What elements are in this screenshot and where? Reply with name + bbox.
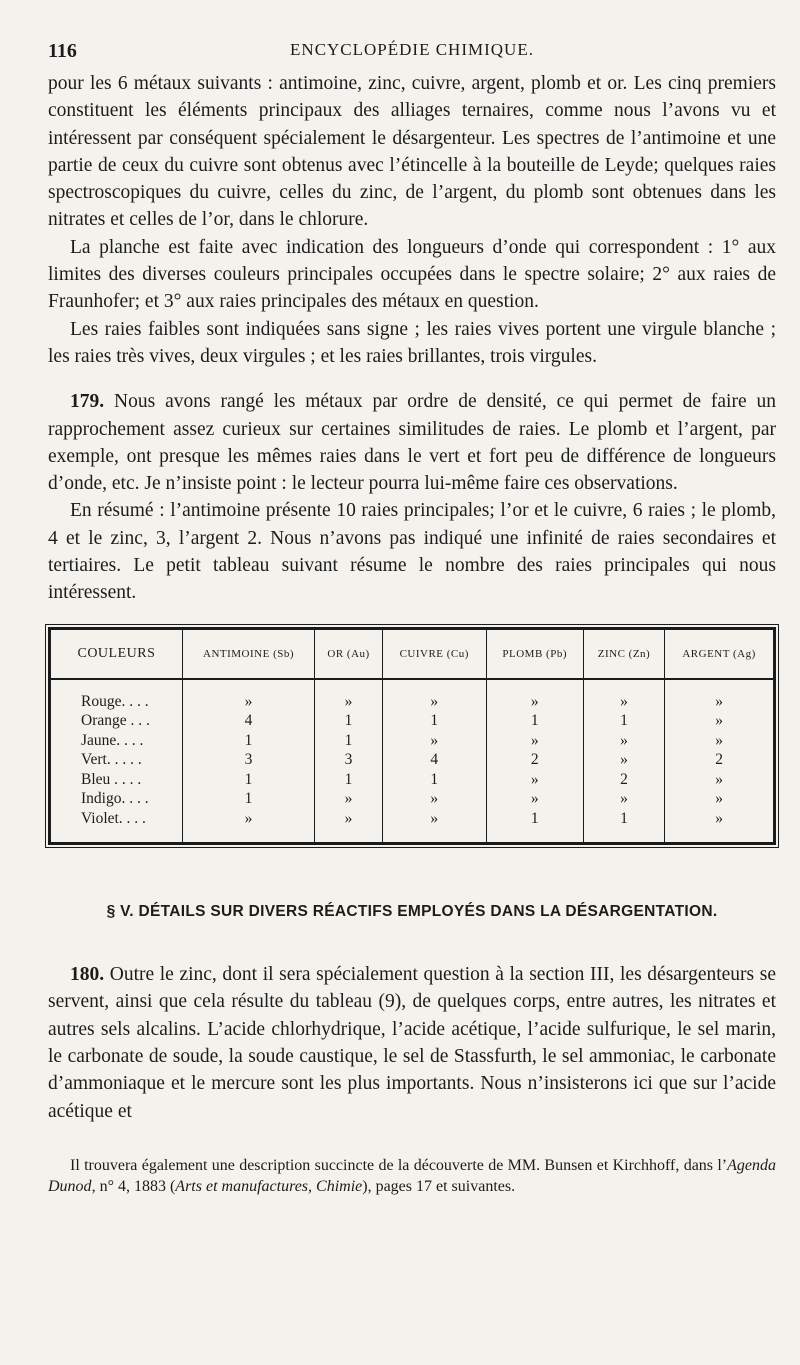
column-header: ZINC (Zn) [583,630,664,679]
table-cell: » [665,711,773,731]
table-cell: » [665,789,773,809]
paragraph-resume: En résumé : l’antimoine présente 10 raies principales; l’or et le cuivre, 6 raies ; le plomb, 4 et le zinc, 3, l’argent 2. Nous n’avons pas indiqué une infinité de raies secondaires et tertiaires. Le petit tableau suivant résume le nombre des raies principales qui nous intéressent. [48,500,776,604]
column-header: ARGENT (Ag) [665,630,773,679]
table-cell: » [665,770,773,790]
column-header: OR (Au) [315,630,383,679]
row-label: Violet. . . . [81,809,146,827]
table-cell: » [382,809,486,843]
section-number: 179. [70,391,105,413]
page [48,40,776,1197]
table-cell: » [382,679,486,712]
row-label: Jaune. . . . [81,731,144,749]
table-cell: » [486,679,583,712]
table-row [51,679,773,712]
table-cell: 1 [583,809,664,843]
table-cell: 1 [182,789,314,809]
footnote-text: Il trouvera également une description succincte de la découverte de MM. Bunsen et Kirchhoff, dans l’ [70,1156,728,1174]
table-cell: 1 [583,711,664,731]
paragraph: Les raies faibles sont indiquées sans signe ; les raies vives portent une virgule blanche ; les raies très vives, deux virgules ; et les raies brillantes, trois virgules. [48,318,776,367]
table-cell: 1 [315,731,383,751]
row-label: Orange . . . [81,712,150,730]
table-row [51,750,773,770]
table-row [51,770,773,790]
table-cell: 1 [382,711,486,731]
row-label: Indigo. . . . [81,790,149,808]
table-cell: » [665,731,773,751]
table-cell: 3 [315,750,383,770]
table-cell: » [583,789,664,809]
paragraph: pour les 6 métaux suivants : antimoine, zinc, cuivre, argent, plomb et or. Les cinq premiers constituent les éléments principaux des alliages ternaires, comme nous l’avons vu et intéressent par conséquent spécialement le désargenteur. Les spectres de l’antimoine et une partie de ceux du cuivre sont obtenus avec l’étincelle à la bouteille de Leyde; quelques raies spectroscopiques du cuivre, celles du zinc, de l’argent, du plomb sont obtenues dans les nitrates et celles de l’or, dans le chlorure. [48,73,776,231]
table-cell: 1 [182,731,314,751]
table-cell: » [182,809,314,843]
table-cell: 2 [665,750,773,770]
page-header [48,40,776,70]
column-header: ANTIMOINE (Sb) [182,630,314,679]
table-cell: 2 [486,750,583,770]
row-label: Vert. . . . . [81,751,142,769]
column-header: CUIVRE (Cu) [382,630,486,679]
table-cell: » [583,679,664,712]
table-cell: » [583,750,664,770]
table-cell: 1 [315,711,383,731]
page-number: 116 [48,40,77,62]
table-cell: » [583,731,664,751]
table-row [51,809,773,843]
table-cell: 1 [486,711,583,731]
column-header: COULEURS [51,630,182,679]
table-cell: 2 [583,770,664,790]
table-cell: 1 [382,770,486,790]
section-title: § V. DÉTAILS SUR DIVERS RÉACTIFS EMPLOYÉS DANS LA DÉSARGENTATION. [106,903,718,921]
table-cell: » [182,679,314,712]
table-cell: 1 [182,770,314,790]
paragraph-text: Outre le zinc, dont il sera spécialement question à la section III, les désargenteurs se servent, ainsi que cela résulte du tableau (9), de quelques corps, entre autres, les nitrates et autres sels alcalins. L’acide chlorhydrique, l’acide acétique, l’acide sulfurique, le sel marin, le carbonate de soude, la soude caustique, le sel de Stassfurth, le sel ammoniac, le carbonate d’ammoniaque et le mercure sont les plus importants. Nous n’insisterons ici que sur l’acide acétique et [48,964,776,1122]
table-cell: » [486,731,583,751]
table-cell: » [382,789,486,809]
table-cell: » [486,770,583,790]
paragraph-text: Nous avons rangé les métaux par ordre de densité, ce qui permet de faire un rapprochement assez curieux sur certaines similitudes de raies. Le plomb et l’argent, par exemple, ont presque les mêmes raies dans le vert et fort peu de différence de longueurs d’onde, etc. Je n’insiste point : le lecteur pourra lui-même faire ces observations. [48,391,776,495]
table-cell: » [382,731,486,751]
table-cell: » [315,679,383,712]
footnote-text: , n° 4, 1883 ( [91,1177,176,1195]
paragraph-180 [48,961,776,1125]
paragraph: La planche est faite avec indication des longueurs d’onde qui correspondent : 1° aux limites des diverses couleurs principales occupées dans le spectre solaire; 2° aux raies de Fraunhofer; et 3° aux raies principales des métaux en question. [48,236,776,313]
footnote-italic: Arts et manufactures, Chimie [175,1177,363,1195]
table-cell: » [315,789,383,809]
paragraph-179 [48,388,776,497]
running-title: ENCYCLOPÉDIE CHIMIQUE. [290,40,534,59]
footnote-italic: Agenda Dunod [48,1156,776,1195]
table-header-row [51,630,773,679]
footnote-text: ), pages 17 et suivantes. [362,1177,516,1195]
table-row [51,789,773,809]
table-cell: » [315,809,383,843]
column-header: PLOMB (Pb) [486,630,583,679]
table-row [51,731,773,751]
row-label: Rouge. . . . [81,692,149,710]
table-cell: 1 [486,809,583,843]
footnote [48,1155,776,1197]
table-cell: 4 [182,711,314,731]
table-row [51,711,773,731]
table-cell: » [665,679,773,712]
section-number: 180. [70,964,105,986]
table-cell: 4 [382,750,486,770]
row-label: Bleu . . . . [81,770,142,788]
table-cell: 1 [315,770,383,790]
table-cell: » [665,809,773,843]
table-cell: » [486,789,583,809]
table-body [51,679,773,843]
table-cell: 3 [182,750,314,770]
spectral-lines-table [48,627,776,846]
